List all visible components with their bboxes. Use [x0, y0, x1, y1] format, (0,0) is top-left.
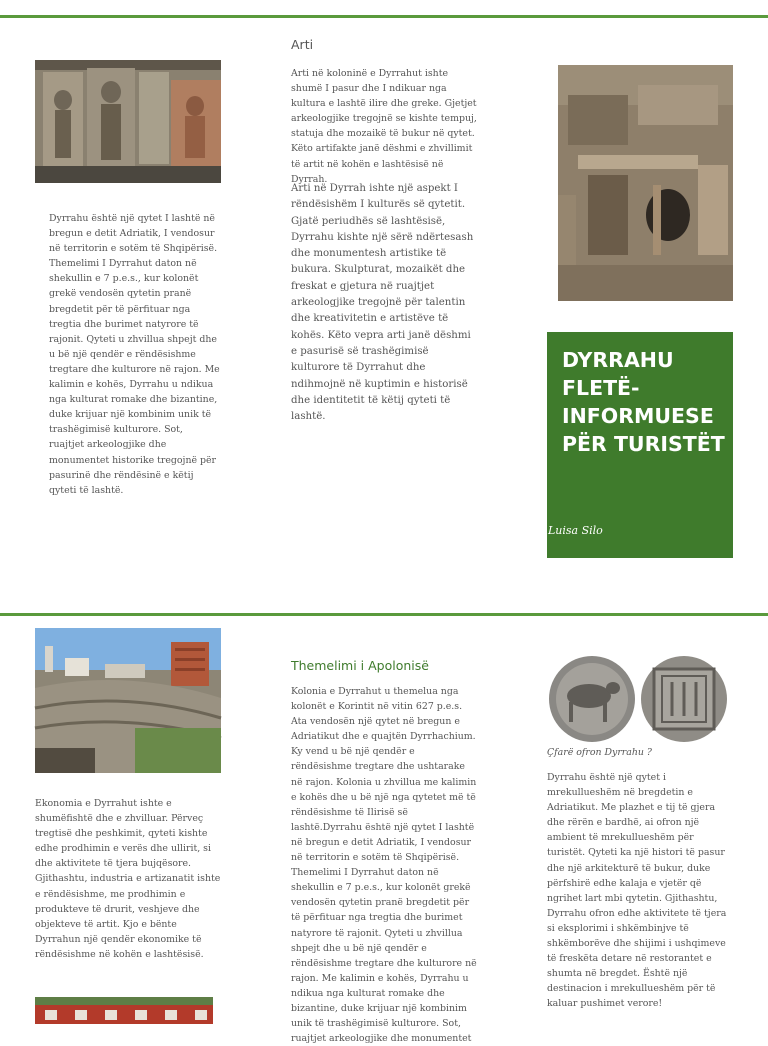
middle-rule [0, 613, 768, 616]
founding-clip [291, 684, 477, 1045]
top-rule [0, 15, 768, 18]
founding-paragraph: Kolonia e Dyrrahut u themelua nga kolonët e Korintit në vitin 627 p.e.s. Ata vendosën një qytet në bregun e Adriatikut dhe e quajtën Dyrrhachium. Ky vend u bë një qendër e rëndësishme tregtare dhe ushtarake në rajon. Kolonia u zhvillua me kalimin e kohës dhe u bë një nga qytetet më të rëndësishme të Ilirisë së lashtë.Dyrrahu është një qytet I lashtë në bregun e detit Adriatik, I vendosur në territorin e sotëm të Shqipërisë. Themelimi I Dyrrahut daton në shekullin e 7 p.e.s., kur kolonët grekë vendosën qytetin pranë bregdetit për të përfituar nga tregtia dhe burimet natyrore të rajonit. Qyteti u zhvillua shpejt dhe u bë një qendër e rëndësishme tregtare dhe kulturore në rajon. Me kalimin e kohës, Dyrrahu u ndikua nga kulturat romake dhe bizantine, duke krijuar një kombinim unik të trashëgimisë kulturore. Sot, ruajtjet arkeologjike dhe monumentet [291, 686, 477, 1045]
building-photo [35, 997, 213, 1024]
economy-paragraph: Ekonomia e Dyrrahut ishte e shumëfishtë dhe e zhvilluar. Përveç tregtisë dhe peshkimit, qyteti kishte edhe prodhimin e verës dhe ullirit, si dhe aktivitete të tjera bujqësore. Gjithashtu, industria e artizanatit ishte e rëndësishme, me prodhimin e produkteve të drurit, veshjeve dhe objekteve të artit. Kjo e bënte Dyrrahun një qendër ekonomike të rëndësishme në kohën e lashtësisë. [35, 798, 221, 960]
fresco-photo [35, 60, 221, 183]
offer-caption: Çfarë ofron Dyrrahu ? [547, 747, 652, 758]
brochure-title: DYRRAHU FLETË-INFORMUESE PËR TURISTËT [562, 348, 725, 456]
coins-photo [547, 654, 729, 744]
art-paragraph-1: Arti në koloninë e Dyrrahut ishte shumë I pasur dhe I ndikuar nga kultura e lashtë ilire dhe greke. Gjetjet arkeologjike tregojnë se kishte tempuj, statuja dhe mozaikë të bukur në qytet. Këto artifakte janë dëshmi e zhvillimit të artit në kohën e lashtësisë në Dyrrah. [291, 68, 477, 185]
author-name: Luisa Silo [548, 524, 603, 537]
art-paragraph-2: Arti në Dyrrah ishte një aspekt I rëndësishëm I kulturës së qytetit. Gjatë periudhës së lashtësisë, Dyrrahu kishte një sërë ndërtesash dhe monumentesh artistike të bukura. Skulpturat, mozaikët dhe freskat e gjetura në ruajtjet arkeologjike tregojnë për talentin dhe kreativitetin e artistëve të kohës. Këto vepra arti janë dëshmi e pasurisë së trashëgimisë kulturore të Dyrrahut dhe ndihmojnë në kuptimin e historisë dhe identitetit të këtij qyteti të lashtë. [291, 183, 474, 423]
title-box [547, 332, 733, 558]
founding-heading: Themelimi i Apolonisë [291, 658, 429, 673]
ruins-photo [558, 65, 733, 301]
offer-paragraph: Dyrrahu është një qytet i mrekullueshëm në bregdetin e Adriatikut. Me plazhet e tij të gjera dhe rërën e bardhë, ai ofron një ambient të mrekullueshëm për turistët. Qyteti ka një histori të pasur dhe një arkitekturë të bukur, duke përfshirë edhe kalaja e vjetër që ngrihet lart mbi qytetin. Gjithashtu, Dyrrahu ofron edhe aktivitete të tjera si eksplorimi i shkëmbinjve të shkëmborëve dhe shijimi i ushqimeve të freskëta detare në restorantet e shumta në bregdet. Është një destinacion i mrekullueshëm për të kaluar pushimet verore! [547, 772, 727, 1010]
intro-paragraph: Dyrrahu është një qytet I lashtë në bregun e detit Adriatik, I vendosur në territorin e sotëm të Shqipërisë. Themelimi I Dyrrahut daton në shekullin e 7 p.e.s., kur kolonët grekë vendosën qytetin pranë bregdetit për të përfituar nga tregtia dhe burimet natyrore të rajonit. Qyteti u zhvillua shpejt dhe u bë një qendër e rëndësishme tregtare dhe kulturore në rajon. Me kalimin e kohës, Dyrrahu u ndikua nga kulturat romake dhe bizantine, duke krijuar një kombinim unik të trashëgimisë kulturore. Sot, ruajtjet arkeologjike dhe monumentet historike tregojnë për pasurinë dhe rëndësinë e këtij qyteti të lashtë. [49, 213, 220, 496]
art-heading: Arti [291, 37, 314, 52]
amphitheatre-photo [35, 628, 221, 773]
